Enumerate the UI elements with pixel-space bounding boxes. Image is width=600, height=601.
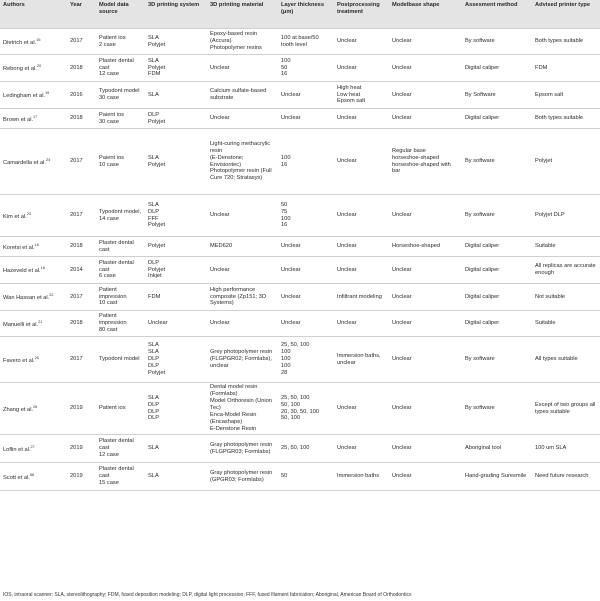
assessment-cell: Digital caliper: [465, 293, 500, 300]
material-cell: Unclear: [210, 212, 230, 219]
advised-cell: Except of two groups all types suitable: [535, 401, 596, 415]
year-cell: 2014: [70, 266, 83, 273]
advised-cell: 100 um SLA: [535, 445, 567, 452]
author-cell: Camardella et al.$^{24}$: [3, 157, 51, 166]
advised-cell: All types suitable: [535, 356, 578, 363]
source-cell: Typodont model: [99, 356, 140, 363]
author-cell: Hazeveld et al.$^{18}$: [3, 266, 45, 274]
advised-cell: Need future research: [535, 473, 589, 480]
system-cell: SLA: [148, 91, 159, 98]
material-cell: Unclear: [210, 320, 230, 327]
postprocessing-cell: Unclear: [337, 64, 357, 71]
table-header: [0, 0, 600, 29]
layer-cell: 50: [281, 473, 288, 480]
author-cell: Wan Hassan et al.$^{22}$: [3, 293, 54, 301]
source-cell: Plaster dental cast 12 case: [99, 438, 134, 458]
author-cell: Ledingham et al.$^{19}$: [3, 91, 50, 99]
year-cell: 2018: [70, 243, 83, 250]
assessment-cell: By software: [465, 356, 495, 363]
advised-cell: Epsom salt: [535, 91, 564, 98]
reference-number: 17: [33, 114, 38, 119]
material-cell: Gray photopolymer resin (GPGR03; Formlabs): [210, 469, 273, 483]
postprocessing-cell: Unclear: [337, 158, 357, 165]
column-header: Postprocessing treatment: [334, 0, 389, 29]
system-cell: Unclear: [148, 320, 168, 327]
advised-cell: Polyjet DLP: [535, 212, 565, 219]
modelbase-cell: Unclear: [392, 473, 412, 480]
postprocessing-cell: Infiltrant modeling: [337, 293, 382, 300]
reference-number: 58: [29, 472, 35, 477]
system-cell: SLA: [148, 445, 159, 452]
column-header: Authors: [0, 0, 67, 29]
author-cell: Rebong et al.$^{20}$: [3, 64, 42, 72]
reference-number: 23: [26, 211, 31, 216]
author-cell: Dietrich et al.$^{15}$: [3, 37, 41, 46]
author-cell: Scott et al.$^{58}$: [3, 472, 35, 481]
year-cell: 2017: [70, 293, 83, 300]
modelbase-cell: Unclear: [392, 356, 412, 363]
year-cell: 2017: [70, 158, 83, 165]
postprocessing-cell: Unclear: [337, 320, 357, 327]
column-header: Modelbase shape: [389, 0, 462, 29]
table-row: [0, 237, 600, 257]
year-cell: 2019: [70, 473, 83, 480]
source-cell: Typodont model 30 case: [99, 88, 140, 101]
year-cell: 2018: [70, 64, 83, 71]
modelbase-cell: Horseshoe-shaped: [392, 243, 441, 250]
material-cell: Epoxy-based resin (Accura) Photopolymer resins: [210, 31, 262, 51]
material-cell: Unclear: [210, 266, 230, 273]
table-row: [0, 109, 600, 129]
reference-number: 20: [36, 64, 42, 69]
modelbase-cell: Unclear: [392, 212, 412, 219]
modelbase-cell: Unclear: [392, 266, 412, 273]
table-row: [0, 257, 600, 284]
system-cell: SLA Polyjet: [148, 154, 166, 168]
system-cell: SLA DLP FFF Polyjet: [148, 201, 166, 229]
layer-cell: 25, 50, 100 50, 100 20, 30, 50, 100 50, 100: [281, 394, 319, 422]
assessment-cell: Aboriginal tool: [465, 445, 502, 452]
assessment-cell: By software: [465, 212, 495, 219]
table-row: [0, 463, 600, 491]
year-cell: 2017: [70, 356, 83, 363]
system-cell: FDM: [148, 293, 161, 300]
reference-number: 26: [33, 404, 38, 409]
table-row: [0, 55, 600, 82]
advised-cell: Suitable: [535, 243, 556, 250]
footnote: IOS, intraoral scanner; SLA, stereolithography; FDM, fused deposition modeling; DLP, digital light procession; FFF, fused filament fabrication; Aboriginal, American Board of Orthodontics: [3, 592, 412, 598]
postprocessing-cell: Immersion baths, unclear: [337, 352, 381, 366]
source-cell: Patient impression 10 cast: [99, 286, 127, 307]
postprocessing-cell: Unclear: [337, 445, 357, 452]
modelbase-cell: Unclear: [392, 38, 412, 45]
system-cell: DLP Polyjet Inkjet: [148, 259, 166, 280]
advised-cell: Polyjet: [535, 158, 553, 165]
source-cell: Patient impression 80 cast: [99, 313, 127, 333]
layer-cell: 25, 50, 100 100 100 100 28: [281, 342, 310, 376]
modelbase-cell: Unclear: [392, 293, 412, 300]
author-cell: Koretsi et al.$^{16}$: [3, 242, 39, 251]
postprocessing-cell: High heat Low heat Epsom salt: [337, 84, 366, 105]
advised-cell: FDM: [535, 64, 548, 71]
layer-cell: Unclear: [281, 320, 301, 327]
table-row: [0, 311, 600, 337]
source-cell: Plaster dental cast 12 case: [99, 57, 134, 78]
assessment-cell: Digital caliper: [465, 243, 500, 250]
system-cell: SLA DLP DLP DLP: [148, 394, 160, 422]
reference-number: 16: [34, 242, 39, 247]
source-cell: Patient ios: [99, 405, 126, 412]
modelbase-cell: Unclear: [392, 320, 412, 327]
table-row: [0, 195, 600, 237]
material-cell: Calcium sulfate-based substrate: [210, 88, 267, 101]
layer-cell: 25, 50, 100: [281, 445, 310, 452]
assessment-cell: Hand-grading Suresmile: [465, 473, 527, 480]
table-row: [0, 29, 600, 55]
table-row: [0, 82, 600, 109]
advised-cell: Both types suitable: [535, 115, 584, 122]
author-cell: Loflin et al.$^{27}$: [3, 444, 35, 453]
assessment-cell: Digital caliper: [465, 266, 500, 273]
reference-number: 21: [38, 319, 43, 324]
source-cell: Plaster dental cast 6 case: [99, 259, 134, 280]
reference-number: 15: [36, 37, 41, 42]
table-row: [0, 383, 600, 435]
advised-cell: Suitable: [535, 320, 556, 327]
system-cell: SLA Polyjet: [148, 34, 166, 48]
year-cell: 2017: [70, 212, 83, 219]
material-cell: Unclear: [210, 64, 230, 71]
advised-cell: All replicas are accurate enough: [535, 263, 596, 276]
year-cell: 2016: [70, 91, 83, 98]
year-cell: 2019: [70, 445, 83, 452]
author-cell: Manuelli et al.$^{21}$: [3, 319, 43, 328]
assessment-cell: By software: [465, 158, 495, 165]
material-cell: Gray photopolymer resin (FLGPGR03; Formlabs): [210, 441, 273, 455]
material-cell: Unclear: [210, 115, 230, 122]
material-cell: Grey photopolymer resin (FLGPGR02; Formlabs), unclear: [210, 349, 273, 369]
column-header: Assesment method: [462, 0, 532, 29]
advised-cell: Both types suitable: [535, 38, 584, 45]
system-cell: SLA: [148, 473, 159, 480]
source-cell: Patient ios 2 case: [99, 34, 126, 48]
author-cell: Zhang et al.$^{26}$: [3, 404, 38, 413]
layer-cell: Unclear: [281, 91, 301, 98]
postprocessing-cell: Immersion baths: [337, 473, 380, 480]
source-cell: Typodont model, 14 case: [99, 208, 142, 222]
column-header: 3D printing material: [207, 0, 278, 29]
postprocessing-cell: Unclear: [337, 115, 357, 122]
modelbase-cell: Unclear: [392, 445, 412, 452]
modelbase-cell: Unclear: [392, 64, 412, 71]
layer-cell: 50 75 100 16: [281, 201, 291, 229]
reference-number: 27: [30, 444, 35, 449]
layer-cell: Unclear: [281, 115, 301, 122]
modelbase-cell: Regular base horseshoe-shaped horseshoe-shaped with bar: [392, 147, 451, 175]
postprocessing-cell: Unclear: [337, 212, 357, 219]
advised-cell: Not suitable: [535, 293, 566, 300]
material-cell: Light-curing methacrylic resin (E-Denstone; Envisiontec) Photopolymer resin (Full Cure 720; Stratasys): [210, 140, 272, 182]
modelbase-cell: Unclear: [392, 91, 412, 98]
table-row: [0, 284, 600, 311]
column-header: 3D printing system: [145, 0, 207, 29]
system-cell: Polyjet: [148, 243, 166, 250]
material-cell: Dental model resin (Formlabs) Model Orthoresin (Union Tec) Enca-Model Resin (Encashape) E-Denstone Resin: [210, 384, 272, 432]
column-header: Advised printer type: [532, 0, 600, 29]
header-row: [0, 0, 600, 29]
source-cell: Paient ios 30 case: [99, 111, 124, 125]
reference-number: 24: [46, 157, 51, 162]
year-cell: 2019: [70, 405, 83, 412]
column-header: Model data source: [96, 0, 145, 29]
table-row: [0, 337, 600, 383]
reference-number: 19: [45, 91, 50, 96]
column-header: Year: [67, 0, 96, 29]
reference-number: 18: [40, 266, 45, 271]
modelbase-cell: Unclear: [392, 115, 412, 122]
layer-cell: Unclear: [281, 243, 301, 250]
year-cell: 2018: [70, 320, 83, 327]
author-cell: Kim et al.$^{23}$: [3, 211, 31, 220]
assessment-cell: Digital caliper: [465, 115, 500, 122]
layer-cell: 100 at base/50 tooth level: [281, 34, 319, 48]
source-cell: Plaster dental cast: [99, 239, 134, 253]
postprocessing-cell: Unclear: [337, 243, 357, 250]
postprocessing-cell: Unclear: [337, 266, 357, 273]
reference-number: 22: [49, 293, 54, 298]
material-cell: MED620: [210, 243, 233, 250]
table-body: [0, 29, 600, 491]
year-cell: 2017: [70, 38, 83, 45]
source-cell: Plaster dental cast 15 case: [99, 466, 134, 486]
source-cell: Paient ios 10 case: [99, 154, 124, 168]
year-cell: 2018: [70, 115, 83, 122]
table-row: [0, 435, 600, 463]
layer-cell: Unclear: [281, 266, 301, 273]
system-cell: SLA SLA DLP DLP Polyjet: [148, 342, 166, 376]
assessment-cell: By software: [465, 38, 495, 45]
assessment-cell: Digital caliper: [465, 64, 500, 71]
layer-cell: 100 50 16: [281, 57, 291, 78]
system-cell: SLA Polyjet FDM: [148, 57, 166, 78]
system-cell: DLP Polyjet: [148, 111, 166, 125]
author-cell: Brown et al.$^{17}$: [3, 114, 38, 123]
postprocessing-cell: Unclear: [337, 405, 357, 412]
postprocessing-cell: Unclear: [337, 38, 357, 45]
assessment-cell: Digital caliper: [465, 320, 500, 327]
material-cell: High performance composite (Zp151; 3D Systems): [210, 286, 266, 307]
author-cell: Favero et al.$^{25}$: [3, 355, 39, 364]
assessment-cell: By Software: [465, 91, 496, 98]
layer-cell: Unclear: [281, 293, 301, 300]
assessment-cell: By software: [465, 405, 495, 412]
modelbase-cell: Unclear: [392, 405, 412, 412]
reference-number: 25: [34, 355, 39, 360]
table-row: [0, 129, 600, 195]
layer-cell: 100 16: [281, 154, 291, 168]
column-header: Layer thickness (μm): [278, 0, 334, 29]
